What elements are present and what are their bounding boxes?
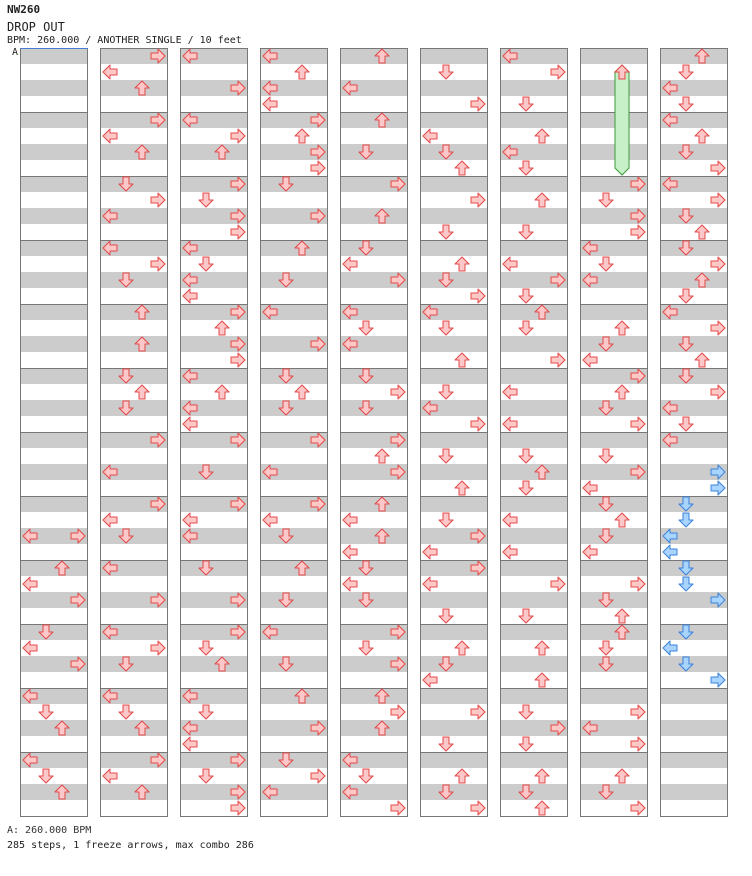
stripe-band — [420, 224, 488, 240]
stripe-band — [340, 192, 408, 208]
stripe-band — [180, 576, 248, 592]
stripe-band — [260, 240, 328, 256]
stripe-band — [340, 688, 408, 704]
stripe-band — [660, 144, 728, 160]
stripe-band — [500, 400, 568, 416]
stripe-band — [20, 768, 88, 784]
stripe-band — [260, 272, 328, 288]
stripe-band — [100, 144, 168, 160]
stripe-band — [20, 112, 88, 128]
stripe-band — [180, 704, 248, 720]
stripe-band — [580, 752, 648, 768]
stripe-band — [20, 64, 88, 80]
stripe-band — [100, 448, 168, 464]
stripe-band — [100, 160, 168, 176]
stripe-band — [500, 208, 568, 224]
stripe-band — [340, 368, 408, 384]
stripe-band — [260, 704, 328, 720]
stripe-band — [20, 352, 88, 368]
stripe-band — [660, 784, 728, 800]
stripe-band — [580, 432, 648, 448]
stripe-band — [180, 768, 248, 784]
stripe-band — [260, 288, 328, 304]
stripe-band — [180, 384, 248, 400]
stripe-band — [580, 384, 648, 400]
stripe-band — [100, 304, 168, 320]
stripe-band — [260, 400, 328, 416]
stripe-band — [180, 608, 248, 624]
stripe-band — [420, 144, 488, 160]
stripe-band — [660, 224, 728, 240]
stripe-band — [20, 240, 88, 256]
stripe-band — [340, 96, 408, 112]
stripe-band — [20, 512, 88, 528]
chart-subtitle: BPM: 260.000 / ANOTHER SINGLE / 10 feet — [7, 35, 242, 46]
stripe-band — [500, 192, 568, 208]
stripe-band — [340, 496, 408, 512]
stripe-band — [100, 528, 168, 544]
stripe-band — [100, 400, 168, 416]
stripe-band — [260, 656, 328, 672]
stripe-band — [660, 240, 728, 256]
stripe-band — [20, 784, 88, 800]
stripe-band — [420, 368, 488, 384]
stripe-band — [100, 800, 168, 816]
stripe-band — [420, 624, 488, 640]
stripe-band — [500, 784, 568, 800]
stripe-band — [660, 336, 728, 352]
stripe-band — [100, 784, 168, 800]
stripe-band — [660, 608, 728, 624]
stripe-band — [500, 336, 568, 352]
stripe-band — [20, 800, 88, 816]
stripe-band — [100, 272, 168, 288]
stripe-band — [20, 208, 88, 224]
stripe-band — [580, 448, 648, 464]
stripe-band — [420, 272, 488, 288]
stripe-band — [500, 624, 568, 640]
stripe-band — [340, 128, 408, 144]
stripe-band — [100, 384, 168, 400]
stripe-band — [20, 272, 88, 288]
stripe-band — [340, 64, 408, 80]
stripe-band — [580, 320, 648, 336]
stripe-band — [20, 320, 88, 336]
stripe-band — [420, 464, 488, 480]
stripe-band — [420, 432, 488, 448]
stripe-band — [260, 528, 328, 544]
stripe-band — [340, 720, 408, 736]
stripe-band — [660, 208, 728, 224]
stripe-band — [20, 160, 88, 176]
stripe-band — [260, 672, 328, 688]
stripe-band — [260, 448, 328, 464]
stripe-band — [420, 240, 488, 256]
stripe-band — [180, 640, 248, 656]
stripe-band — [580, 640, 648, 656]
stripe-band — [20, 80, 88, 96]
bpm-summary: A: 260.000 BPM — [7, 825, 92, 836]
stripe-band — [340, 400, 408, 416]
stripe-band — [340, 608, 408, 624]
stripe-band — [500, 448, 568, 464]
stripe-band — [100, 176, 168, 192]
stripe-band — [580, 592, 648, 608]
stripe-band — [20, 176, 88, 192]
stripe-band — [20, 336, 88, 352]
stripe-band — [340, 160, 408, 176]
stripe-band — [180, 560, 248, 576]
stripe-band — [100, 288, 168, 304]
stripe-band — [20, 448, 88, 464]
stripe-band — [580, 64, 648, 80]
stripe-band — [500, 128, 568, 144]
stripe-band — [580, 624, 648, 640]
stripe-band — [500, 800, 568, 816]
stripe-band — [420, 512, 488, 528]
stripe-band — [180, 160, 248, 176]
song-id: NW260 — [7, 3, 41, 16]
stripe-band — [100, 416, 168, 432]
stripe-band — [340, 736, 408, 752]
stripe-band — [420, 176, 488, 192]
stripe-band — [420, 656, 488, 672]
stripe-band — [420, 752, 488, 768]
stripe-band — [420, 320, 488, 336]
stripe-band — [260, 608, 328, 624]
stripe-band — [20, 256, 88, 272]
stripe-band — [340, 240, 408, 256]
stripe-band — [580, 784, 648, 800]
stripe-band — [180, 64, 248, 80]
stripe-band — [20, 288, 88, 304]
stripe-band — [580, 144, 648, 160]
stripe-band — [580, 768, 648, 784]
stripe-band — [580, 496, 648, 512]
stripe-band — [580, 656, 648, 672]
stripe-band — [660, 720, 728, 736]
stripe-band — [100, 608, 168, 624]
stripe-band — [420, 352, 488, 368]
freeze-arrow — [615, 65, 629, 175]
stripe-band — [260, 800, 328, 816]
stripe-band — [100, 368, 168, 384]
stripe-band — [20, 432, 88, 448]
stripe-band — [660, 288, 728, 304]
stripe-band — [100, 720, 168, 736]
stripe-band — [500, 592, 568, 608]
stripe-band — [20, 720, 88, 736]
stripe-band — [420, 448, 488, 464]
stripe-band — [500, 560, 568, 576]
stripe-band — [500, 224, 568, 240]
stripe-band — [260, 416, 328, 432]
stripe-band — [340, 560, 408, 576]
stripe-band — [660, 128, 728, 144]
stripe-band — [500, 112, 568, 128]
stripe-band — [420, 784, 488, 800]
stripe-band — [660, 496, 728, 512]
stripe-band — [500, 96, 568, 112]
stripe-band — [420, 256, 488, 272]
stripe-band — [20, 624, 88, 640]
stripe-band — [660, 656, 728, 672]
stripe-band — [500, 496, 568, 512]
stripe-band — [180, 96, 248, 112]
stripe-band — [20, 544, 88, 560]
stripe-band — [500, 320, 568, 336]
stripe-band — [20, 96, 88, 112]
stripe-band — [20, 496, 88, 512]
stripe-band — [340, 320, 408, 336]
stripe-band — [340, 592, 408, 608]
stripe-band — [260, 576, 328, 592]
stripe-band — [500, 288, 568, 304]
stripe-band — [260, 320, 328, 336]
stripe-band — [20, 480, 88, 496]
stripe-band — [500, 672, 568, 688]
step-stats: 285 steps, 1 freeze arrows, max combo 286 — [7, 840, 254, 851]
stripe-band — [20, 368, 88, 384]
stripe-band — [340, 416, 408, 432]
stripe-band — [20, 400, 88, 416]
stripe-band — [420, 608, 488, 624]
stripe-band — [660, 688, 728, 704]
stripe-band — [580, 128, 648, 144]
stripe-band — [20, 192, 88, 208]
stripe-band — [100, 352, 168, 368]
stripe-band — [580, 672, 648, 688]
stripe-band — [260, 752, 328, 768]
stripe-band — [420, 64, 488, 80]
stripe-band — [100, 704, 168, 720]
stripe-band — [420, 112, 488, 128]
stripe-band — [100, 544, 168, 560]
stripe-band — [100, 736, 168, 752]
stripe-band — [500, 768, 568, 784]
stripe-band — [340, 112, 408, 128]
stripe-band — [500, 752, 568, 768]
stripe-band — [420, 688, 488, 704]
stripe-band — [500, 464, 568, 480]
stripe-band — [500, 160, 568, 176]
stripe-band — [340, 224, 408, 240]
stripe-band — [660, 560, 728, 576]
stripe-band — [500, 368, 568, 384]
stripe-band — [580, 336, 648, 352]
stripe-band — [260, 64, 328, 80]
stripe-band — [260, 224, 328, 240]
stripe-band — [20, 416, 88, 432]
stripe-band — [580, 96, 648, 112]
stripe-band — [580, 256, 648, 272]
stripe-band — [260, 384, 328, 400]
stripe-band — [180, 656, 248, 672]
stripe-band — [660, 64, 728, 80]
stripe-band — [20, 128, 88, 144]
stripe-band — [340, 640, 408, 656]
stripe-band — [500, 432, 568, 448]
stripe-band — [260, 256, 328, 272]
stripe-band — [100, 336, 168, 352]
stripe-band — [660, 736, 728, 752]
stripe-band — [100, 576, 168, 592]
stripe-band — [420, 640, 488, 656]
stripe-band — [660, 752, 728, 768]
stripe-band — [20, 48, 88, 64]
stripe-band — [340, 480, 408, 496]
stripe-band — [660, 272, 728, 288]
stripe-band — [580, 560, 648, 576]
stripe-band — [500, 240, 568, 256]
stripe-band — [20, 560, 88, 576]
stripe-band — [180, 256, 248, 272]
stripe-band — [340, 672, 408, 688]
stripe-band — [660, 416, 728, 432]
stripe-band — [100, 224, 168, 240]
stripe-band — [500, 640, 568, 656]
stripe-band — [420, 336, 488, 352]
stripe-band — [100, 672, 168, 688]
stripe-band — [100, 96, 168, 112]
stripe-band — [660, 448, 728, 464]
stripe-band — [20, 144, 88, 160]
stripe-band — [260, 544, 328, 560]
stripe-band — [260, 592, 328, 608]
stripe-band — [340, 144, 408, 160]
stripe-band — [580, 608, 648, 624]
stripe-band — [660, 352, 728, 368]
stripe-band — [420, 768, 488, 784]
stripe-band — [100, 80, 168, 96]
stripe-band — [580, 512, 648, 528]
stripe-band — [580, 400, 648, 416]
stripe-band — [420, 80, 488, 96]
stripe-band — [180, 144, 248, 160]
stripe-band — [500, 736, 568, 752]
stripe-band — [260, 352, 328, 368]
stripe-band — [100, 320, 168, 336]
stripe-band — [500, 176, 568, 192]
stripe-band — [100, 656, 168, 672]
stripe-band — [340, 352, 408, 368]
stripe-band — [20, 464, 88, 480]
stripe-band — [420, 208, 488, 224]
stripe-band — [580, 528, 648, 544]
stripe-band — [500, 688, 568, 704]
stripe-band — [420, 592, 488, 608]
stripe-band — [20, 608, 88, 624]
stripe-band — [420, 736, 488, 752]
song-title: DROP OUT — [7, 20, 65, 34]
stripe-band — [580, 192, 648, 208]
stripe-band — [500, 656, 568, 672]
stripe-band — [20, 224, 88, 240]
stripe-band — [660, 48, 728, 64]
stripe-band — [660, 512, 728, 528]
stripe-band — [580, 288, 648, 304]
stripe-band — [340, 288, 408, 304]
stripe-band — [20, 384, 88, 400]
stripe-band — [260, 480, 328, 496]
stripe-band — [580, 112, 648, 128]
stripe-band — [180, 320, 248, 336]
stripe-band — [260, 688, 328, 704]
stripe-band — [180, 448, 248, 464]
stripe-band — [260, 640, 328, 656]
stripe-band — [660, 624, 728, 640]
stripe-band — [580, 304, 648, 320]
stripe-band — [500, 528, 568, 544]
stripe-band — [340, 48, 408, 64]
stripe-band — [260, 560, 328, 576]
stripe-band — [260, 192, 328, 208]
stripe-band — [420, 480, 488, 496]
stripe-band — [100, 480, 168, 496]
stripe-band — [420, 48, 488, 64]
stripe-band — [340, 448, 408, 464]
stripe-band — [20, 304, 88, 320]
stripe-band — [260, 736, 328, 752]
stripe-band — [580, 80, 648, 96]
stripe-band — [660, 576, 728, 592]
stripe-band — [660, 800, 728, 816]
stripe-band — [180, 672, 248, 688]
stripe-band — [580, 48, 648, 64]
section-marker: A — [12, 47, 19, 58]
stripe-band — [180, 544, 248, 560]
stripe-band — [420, 384, 488, 400]
stripe-band — [180, 464, 248, 480]
stripe-band — [340, 768, 408, 784]
stripe-band — [420, 160, 488, 176]
stripe-band — [340, 528, 408, 544]
stripe-band — [180, 192, 248, 208]
stripe-band — [20, 736, 88, 752]
stripe-band — [180, 480, 248, 496]
stripe-band — [500, 480, 568, 496]
stripe-band — [500, 704, 568, 720]
stripe-band — [580, 160, 648, 176]
stripe-band — [420, 496, 488, 512]
stripe-band — [580, 688, 648, 704]
stripe-band — [500, 608, 568, 624]
stripe-band — [20, 704, 88, 720]
stripe-band — [660, 368, 728, 384]
stripe-band — [660, 96, 728, 112]
stripe-band — [660, 704, 728, 720]
stripe-band — [500, 80, 568, 96]
stripe-band — [20, 672, 88, 688]
stripe-band — [260, 128, 328, 144]
stripe-band — [260, 176, 328, 192]
stripe-band — [340, 208, 408, 224]
stripe-band — [420, 720, 488, 736]
stripe-band — [500, 304, 568, 320]
stripe-band — [260, 368, 328, 384]
stripe-band — [660, 768, 728, 784]
